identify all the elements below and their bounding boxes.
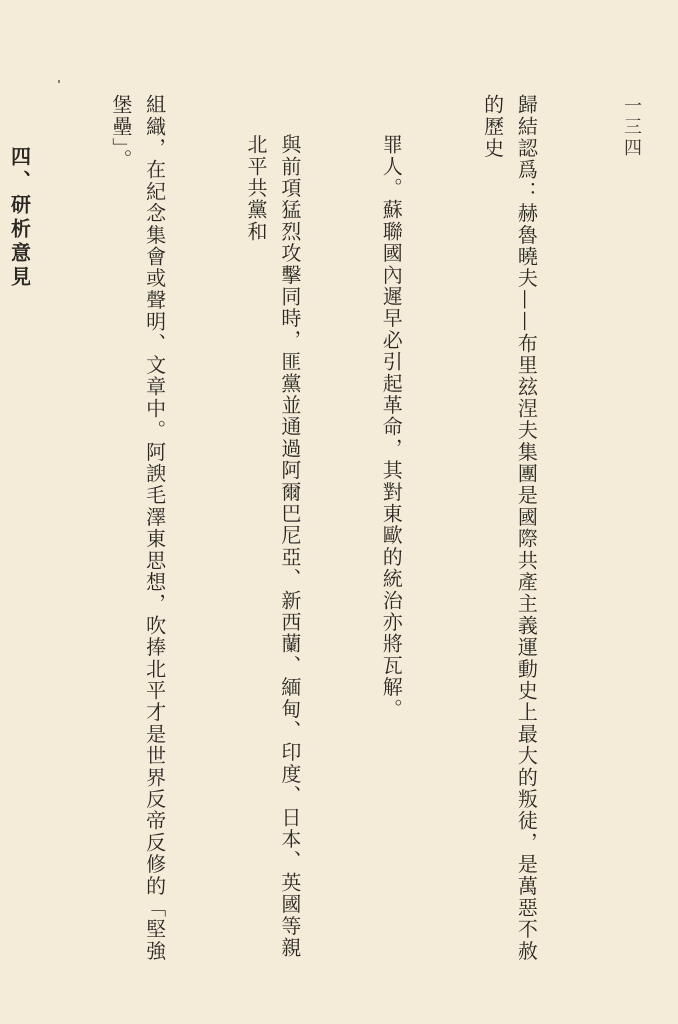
text-column: 歸結認爲：赫魯曉夫——布里玆涅夫集團是國際共產主義運動史上最大的叛徒，是萬惡不赦的歷史 bbox=[480, 94, 539, 962]
page-number: 一三四 bbox=[621, 96, 642, 159]
text-column: 罪人。蘇聯國內遲早必引起革命，其對東歐的統治亦將瓦解。 bbox=[379, 134, 404, 720]
text-column: 與前項猛烈攻擊同時，匪黨並通過阿爾巴尼亞、新西蘭、緬甸、印度、日本、英國等親北平共黨和 bbox=[244, 134, 302, 959]
text-column: 組織，在紀念集會或聲明、文章中。阿諛毛澤東思想，吹捧北平才是世界反帝反修的「堅強堡壘」。 bbox=[108, 94, 167, 962]
scan-speck bbox=[58, 80, 60, 83]
section-heading: 四、研析意見 bbox=[7, 146, 32, 290]
vertical-text-body bbox=[0, 94, 610, 974]
